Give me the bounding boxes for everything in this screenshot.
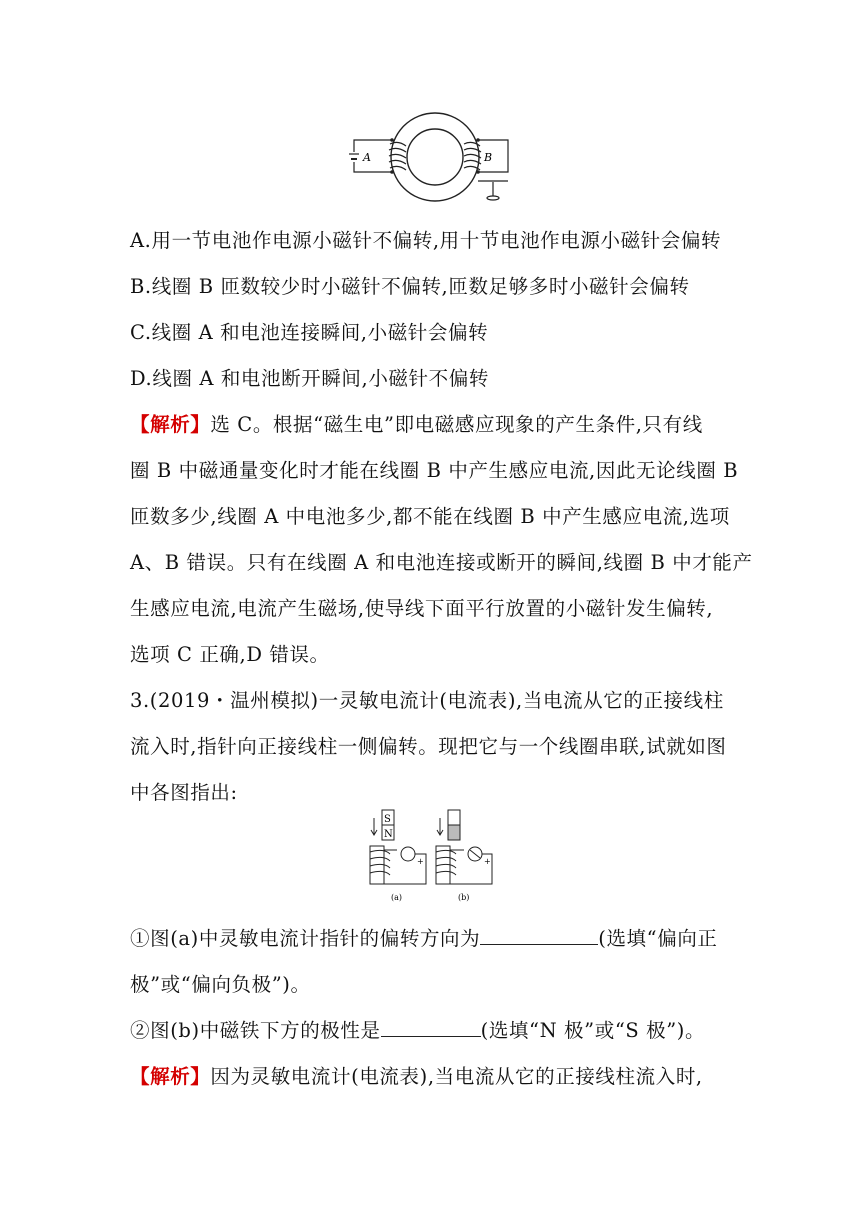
coil-b-label: B <box>484 151 493 164</box>
sub-question-2-pre: ②图(b)中磁铁下方的极性是 <box>130 1019 381 1042</box>
option-b: B.线圈 B 匝数较少时小磁针不偏转,匝数足够多时小磁针会偏转 <box>130 275 690 298</box>
analysis-1-line-6: 选项 C 正确,D 错误。 <box>130 643 330 666</box>
plus-sign-b: + <box>484 857 491 866</box>
plus-sign-a: + <box>417 857 424 866</box>
analysis-1-text-1: 选 C。根据“磁生电”即电磁感应现象的产生条件,只有线 <box>210 413 703 436</box>
question-3-line-1: 3.(2019・温州模拟)一灵敏电流计(电流表),当电流从它的正接线柱 <box>130 689 724 712</box>
analysis-tag: 【解析】 <box>130 413 211 436</box>
option-a: A.用一节电池作电源小磁针不偏转,用十节电池作电源小磁针会偏转 <box>130 229 722 252</box>
option-d: D.线圈 A 和电池断开瞬间,小磁针不偏转 <box>130 367 489 390</box>
analysis-1-line-5: 生感应电流,电流产生磁场,使导线下面平行放置的小磁针发生偏转, <box>130 597 714 620</box>
sub-question-1-line-1 <box>130 926 718 952</box>
sub-question-1-line-2: 极”或“偏向负极”)。 <box>130 973 311 996</box>
magnet-bottom-pole-label: N <box>384 829 393 840</box>
coil-a-label: A <box>363 151 371 164</box>
analysis-1-line-4: A、B 错误。只有在线圈 A 和电池连接或断开的瞬间,线圈 B 中才能产 <box>130 551 753 574</box>
toroid-coil-figure <box>346 112 526 208</box>
caption-b: (b) <box>458 893 470 902</box>
analysis-1-line-3: 匝数多少,线圈 A 中电池多少,都不能在线圈 B 中产生感应电流,选项 <box>130 505 730 528</box>
sub-question-2 <box>130 1018 705 1044</box>
analysis-1-line-2: 圈 B 中磁通量变化时才能在线圈 B 中产生感应电流,因此无论线圈 B <box>130 459 739 482</box>
galvanometer-coil-figure <box>364 806 500 904</box>
caption-a: (a) <box>391 893 403 902</box>
option-c: C.线圈 A 和电池连接瞬间,小磁针会偏转 <box>130 321 489 344</box>
answer-blank-2[interactable] <box>381 1018 481 1037</box>
magnet-top-pole-label: S <box>384 814 391 825</box>
question-3-line-2: 流入时,指针向正接线柱一侧偏转。现把它与一个线圈串联,试就如图 <box>130 735 727 758</box>
analysis-2-tag: 【解析】 <box>130 1065 211 1088</box>
analysis-2-line-1 <box>130 1064 703 1090</box>
question-3-line-3: 中各图指出: <box>130 781 238 804</box>
analysis-2-text: 因为灵敏电流计(电流表),当电流从它的正接线柱流入时, <box>210 1065 703 1088</box>
sub-question-2-post: (选填“N 极”或“S 极”)。 <box>480 1019 706 1042</box>
analysis-1-line-1 <box>130 412 703 438</box>
sub-question-1-post: (选填“偏向正 <box>598 927 718 950</box>
sub-question-1-pre: ①图(a)中灵敏电流计指针的偏转方向为 <box>130 927 481 950</box>
answer-blank-1[interactable] <box>480 926 598 945</box>
